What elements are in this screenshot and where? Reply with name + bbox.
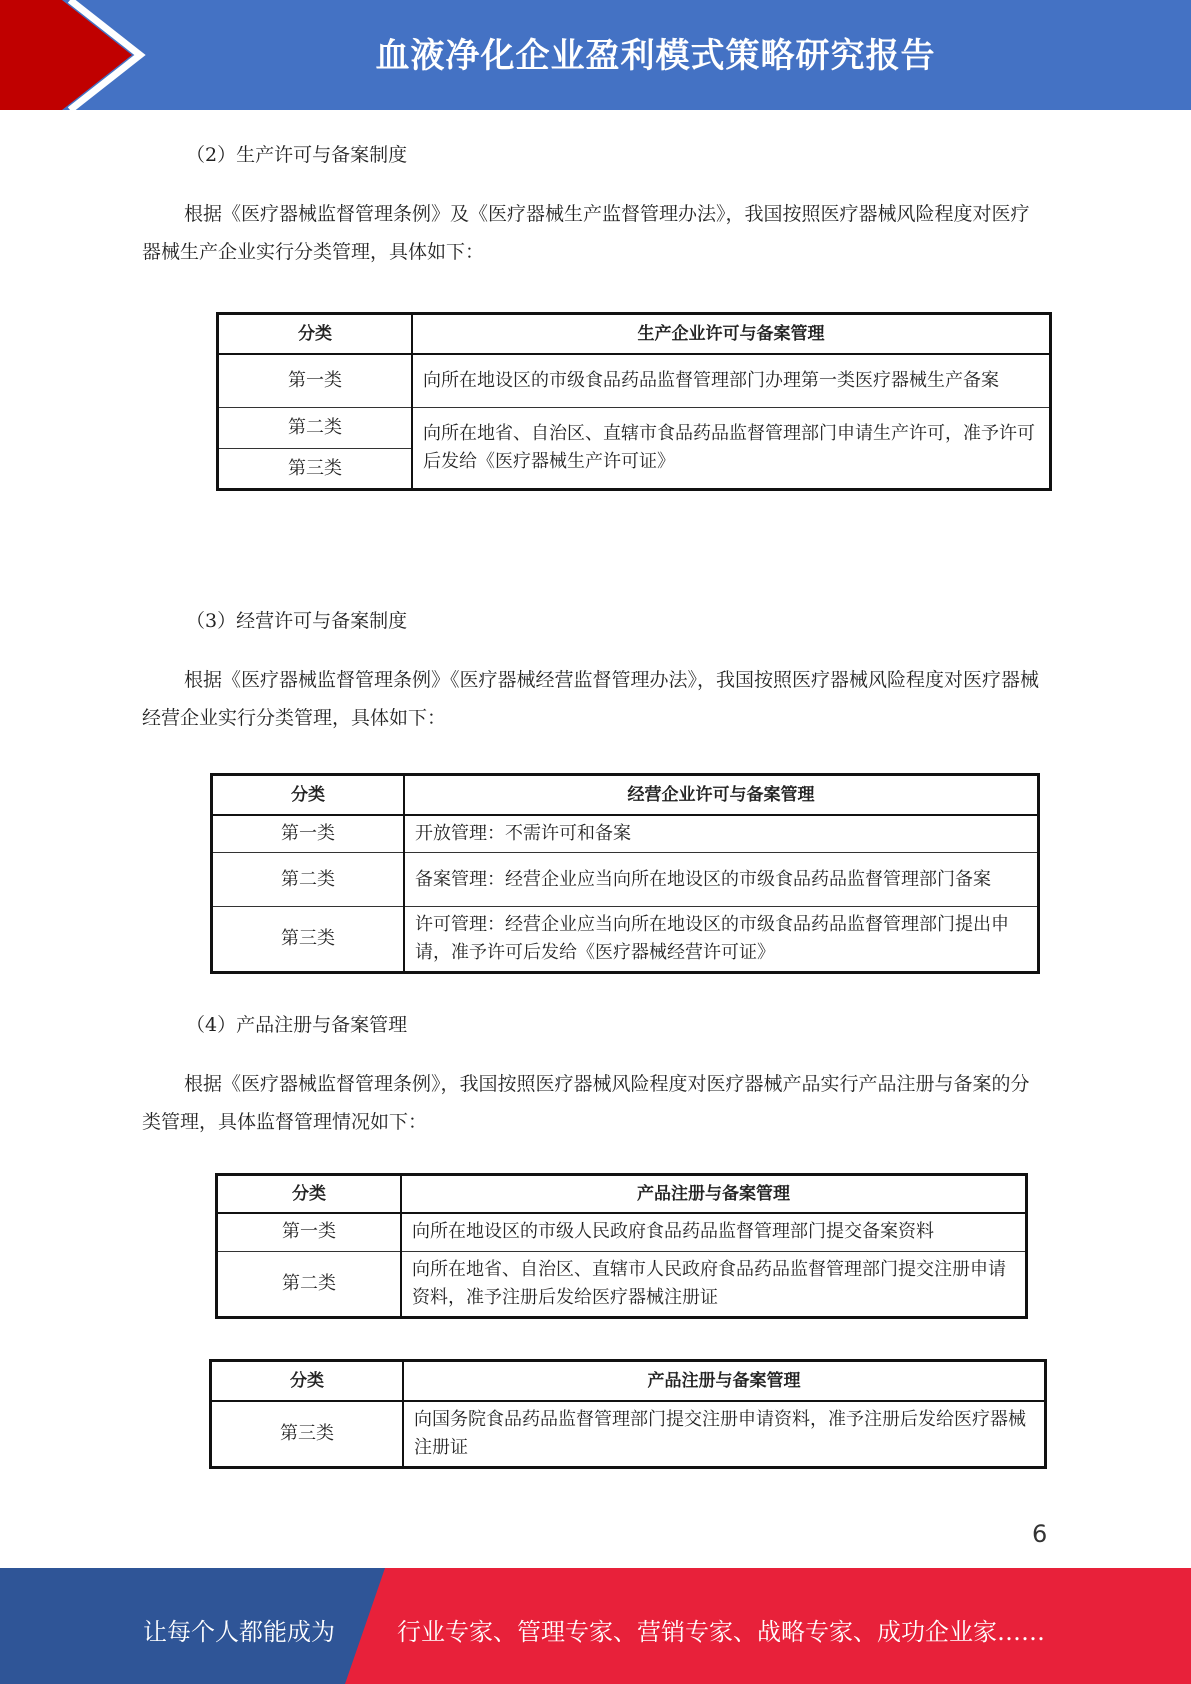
table-row xyxy=(211,1401,1046,1468)
paragraph-registration: 根据《医疗器械监督管理条例》，我国按照医疗器械风险程度对医疗器械产品实行产品注册与备案的分类管理，具体监督管理情况如下： xyxy=(142,1073,1030,1133)
section-heading-distribution: （3）经营许可与备案制度 xyxy=(186,610,408,632)
table-cell-category: 第一类 xyxy=(218,354,413,408)
paragraph-production: 根据《医疗器械监督管理条例》及《医疗器械生产监督管理办法》，我国按照医疗器械风险程度对医疗器械生产企业实行分类管理，具体如下： xyxy=(142,203,1030,263)
table-production-license xyxy=(216,312,1052,491)
table-cell-desc: 许可管理：经营企业应当向所在地设区的市级食品药品监督管理部门提出申请，准予许可后发给《医疗器械经营许可证》 xyxy=(404,907,1039,973)
section-heading-registration: （4）产品注册与备案管理 xyxy=(186,1014,408,1036)
table-cell-category: 第三类 xyxy=(218,449,413,490)
table-product-registration-1 xyxy=(215,1173,1028,1319)
report-title: 血液净化企业盈利模式策略研究报告 xyxy=(375,36,936,76)
table-row xyxy=(218,354,1051,408)
table-cell-desc: 向国务院食品药品监督管理部门提交注册申请资料，准予注册后发给医疗器械注册证 xyxy=(403,1401,1046,1468)
table-header-category: 分类 xyxy=(212,775,405,815)
table-header-management: 经营企业许可与备案管理 xyxy=(404,775,1039,815)
table-row xyxy=(212,815,1039,853)
table-header-management: 产品注册与备案管理 xyxy=(401,1175,1027,1214)
table-row xyxy=(218,408,1051,449)
table-cell-category: 第一类 xyxy=(217,1213,402,1251)
table-cell-category: 第三类 xyxy=(211,1401,404,1468)
table-cell-desc: 向所在地设区的市级人民政府食品药品监督管理部门提交备案资料 xyxy=(401,1213,1027,1251)
table-distribution-license xyxy=(210,773,1040,974)
table-cell-category: 第二类 xyxy=(217,1251,402,1317)
table-row xyxy=(217,1251,1027,1317)
paragraph-distribution: 根据《医疗器械监督管理条例》《医疗器械经营监督管理办法》，我国按照医疗器械风险程度对医疗器械经营企业实行分类管理，具体如下： xyxy=(142,669,1040,729)
table-cell-category: 第二类 xyxy=(212,853,405,907)
table-cell-category: 第一类 xyxy=(212,815,405,853)
footer-slogan-left: 让每个人都能成为 xyxy=(143,1618,335,1646)
page-number: 6 xyxy=(1032,1520,1048,1548)
table-cell-desc: 向所在地设区的市级食品药品监督管理部门办理第一类医疗器械生产备案 xyxy=(412,354,1051,408)
table-header-category: 分类 xyxy=(218,314,413,354)
table-row xyxy=(217,1213,1027,1251)
table-header-category: 分类 xyxy=(211,1361,404,1401)
table-cell-desc: 备案管理：经营企业应当向所在地设区的市级食品药品监督管理部门备案 xyxy=(404,853,1039,907)
table-header-management: 产品注册与备案管理 xyxy=(403,1361,1046,1401)
table-cell-category: 第三类 xyxy=(212,907,405,973)
table-header-management: 生产企业许可与备案管理 xyxy=(412,314,1051,354)
section-heading-production: （2）生产许可与备案制度 xyxy=(186,144,408,166)
table-cell-desc: 向所在地省、自治区、直辖市食品药品监督管理部门申请生产许可，准予许可后发给《医疗器械生产许可证》 xyxy=(412,408,1051,490)
page-header xyxy=(0,0,1191,110)
table-row xyxy=(212,907,1039,973)
table-cell-desc: 开放管理：不需许可和备案 xyxy=(404,815,1039,853)
table-row xyxy=(212,853,1039,907)
table-header-category: 分类 xyxy=(217,1175,402,1214)
table-cell-category: 第二类 xyxy=(218,408,413,449)
table-product-registration-2 xyxy=(209,1359,1047,1469)
table-cell-desc: 向所在地省、自治区、直辖市人民政府食品药品监督管理部门提交注册申请资料，准予注册后发给医疗器械注册证 xyxy=(401,1251,1027,1317)
footer-slogan-right: 行业专家、管理专家、营销专家、战略专家、成功企业家…… xyxy=(397,1618,1045,1646)
